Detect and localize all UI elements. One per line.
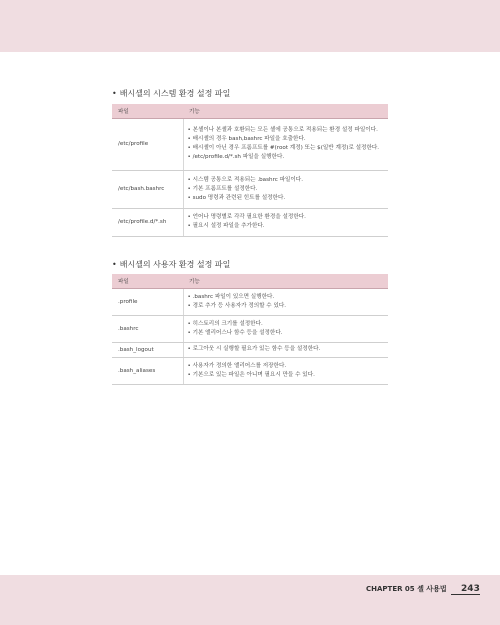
file-name: .bash_aliases <box>112 357 183 384</box>
table-row <box>112 315 388 342</box>
bullet-icon: • <box>112 89 117 98</box>
column-header-file: 파일 <box>112 104 183 118</box>
page-number: 243 <box>451 584 480 595</box>
file-description <box>183 288 388 315</box>
header-band <box>0 0 500 52</box>
file-name: /etc/profile.d/*.sh <box>112 208 183 236</box>
description-line: • .bashrc 파일이 있으면 실행한다. <box>187 293 275 300</box>
bullet-icon: • <box>112 260 117 269</box>
file-name: /etc/profile <box>112 118 183 170</box>
table-header-row <box>112 104 388 118</box>
table-header-row <box>112 274 388 288</box>
description-line: • /etc/profile.d/*.sh 파일을 실행한다. <box>187 154 285 160</box>
description-line: • 기본 프롬프트를 설정한다. <box>187 185 258 192</box>
description-line: • 필요시 설정 파일을 추가한다. <box>187 223 265 229</box>
footer-band <box>0 575 500 625</box>
description-line: • 로그아웃 시 실행할 필요가 있는 함수 등을 설정한다. <box>187 346 321 352</box>
file-name: .profile <box>112 288 183 315</box>
description-line: • 사용자가 정의한 앨리어스를 저장한다. <box>187 362 287 369</box>
description-line: • 시스템 공통으로 적용되는 .bashrc 파일이다. <box>187 176 303 183</box>
table-row <box>112 208 388 236</box>
description-line: • 경로 추가 등 사용자가 정의할 수 있다. <box>187 302 287 309</box>
description-line: • 히스토리의 크기를 설정한다. <box>187 320 263 327</box>
file-description <box>183 118 388 170</box>
description-line: • 기본으로 있는 파일은 아니며 필요시 만들 수 있다. <box>187 371 315 378</box>
description-line: • 배시셸의 경우 bash,bashrc 파일을 호출한다. <box>187 136 306 142</box>
chapter-label: CHAPTER 05 <box>366 585 415 593</box>
section-title-user: • 배시셸의 사용자 환경 설정 파일 <box>112 260 231 269</box>
file-description <box>183 208 388 236</box>
file-description <box>183 342 388 357</box>
file-description <box>183 170 388 208</box>
page-footer <box>366 584 480 594</box>
table-row <box>112 342 388 357</box>
file-description <box>183 357 388 384</box>
user-config-table <box>112 274 388 385</box>
file-name: /etc/bash.bashrc <box>112 170 183 208</box>
table-row <box>112 288 388 315</box>
file-name: .bashrc <box>112 315 183 342</box>
file-description <box>183 315 388 342</box>
column-header-file: 파일 <box>112 274 183 288</box>
column-header-function: 기능 <box>183 274 388 288</box>
table-row <box>112 357 388 384</box>
description-line: • 본셸이나 본셸과 호환되는 모든 셸에 공통으로 적용되는 환경 설정 파일이다. <box>187 127 378 133</box>
chapter-title: 셸 사용법 <box>417 585 447 593</box>
description-line: • 기본 앨리어스나 함수 등을 설정한다. <box>187 329 283 336</box>
description-line: • sudo 명령과 관련된 힌트를 설정한다. <box>187 194 286 201</box>
description-line: • 언어나 명령별로 각각 필요한 환경을 설정한다. <box>187 214 306 220</box>
table-row <box>112 170 388 208</box>
column-header-function: 기능 <box>183 104 388 118</box>
description-line: • 배시셸이 아닌 경우 프롬프트를 #(root 계정) 또는 $(일반 계정)로 설정한다. <box>187 145 380 151</box>
section-title-system: • 배시셸의 시스템 환경 설정 파일 <box>112 89 231 98</box>
file-name: .bash_logout <box>112 342 183 357</box>
table-row <box>112 118 388 170</box>
system-config-table <box>112 104 388 237</box>
